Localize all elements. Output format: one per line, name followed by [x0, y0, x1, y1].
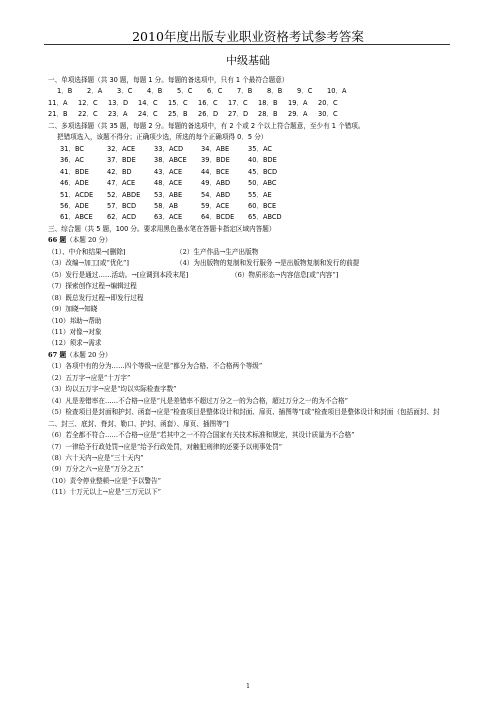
answer-cell: 58．AB: [154, 201, 179, 210]
answer-cell: 11．A: [48, 98, 68, 107]
answer-cell: 61．ABCE: [60, 213, 93, 222]
answer-cell: 31．BC: [60, 144, 84, 153]
list-item: （10）邦助→帮助: [48, 316, 102, 325]
list-item: （10）责令停业整顿→应是“予以警告”: [48, 476, 161, 485]
answer-cell: 22．C: [78, 110, 98, 119]
answer-cell: 59．ACE: [201, 201, 230, 210]
answer-cell: 26．D: [198, 110, 219, 119]
answer-cell: 15．C: [168, 98, 188, 107]
multiple-choice-heading-line1: 二、多项选择题（共 35 题，每题 2 分。每题的备选项中，有 2 个或 2 个以上符合题意，至少有 1 个错项。: [48, 121, 365, 130]
answer-cell: 49．ABD: [201, 179, 231, 188]
answer-cell: 56．ADE: [60, 201, 89, 210]
answer-cell: 27．D: [228, 110, 249, 119]
answer-cell: 10．A: [327, 87, 347, 96]
list-item: （4）凡是差错率在……不合格→应是“凡是差错率不超过万分之一的为合格，超过万分之一的为不合格”: [48, 396, 348, 405]
list-item: （11）对像→对象: [48, 327, 102, 336]
answer-cell: 21．B: [48, 110, 68, 119]
answer-cell: 46．ADE: [60, 179, 89, 188]
answer-cell: 63．ACE: [154, 213, 183, 222]
answer-cell: 38．ABCE: [154, 156, 187, 165]
multiple-choice-heading-line2: 把错项选入，该题不得分；正确项少选，所选的每个正确项得 0．5 分）: [57, 133, 268, 142]
answer-row: [48, 155, 452, 166]
answer-cell: 37．BDE: [107, 156, 136, 165]
answer-cell: 28．B: [258, 110, 278, 119]
answer-cell: 12．C: [78, 98, 98, 107]
answer-cell: 8．B: [267, 87, 283, 96]
answer-cell: 43．ACE: [154, 167, 183, 176]
answer-cell: 33．ACD: [154, 144, 184, 153]
answer-cell: 7．B: [237, 87, 253, 96]
multiple-choice-answers: [48, 144, 452, 224]
answer-item: （2）生产作品→生产出版物: [176, 247, 259, 256]
list-item: （11）十万元以上→应是“三万元以下”: [48, 488, 161, 497]
question-66-row-1: [48, 247, 452, 258]
answer-row: [48, 178, 452, 189]
section-comprehensive-heading: 三、综合题（共 5 题，100 分。要求用黑色墨水笔在答题卡指定区域内答题）: [48, 224, 276, 233]
list-item: （8）六十天内→应是“三十天内”: [48, 453, 144, 462]
answer-cell: 39．BDE: [201, 156, 230, 165]
answer-cell: 51．ACDE: [60, 190, 94, 199]
answer-cell: 20．C: [318, 98, 338, 107]
answer-cell: 13．D: [108, 98, 129, 107]
answer-row: [48, 98, 452, 109]
section-multiple-choice-heading: [48, 121, 452, 144]
answer-item: （4）为出版物的复制和发行服务 →是出版物复制和发行的前提: [176, 259, 360, 268]
title-divider: [44, 44, 450, 45]
answer-cell: 34．ABE: [201, 144, 230, 153]
answer-cell: 4．B: [147, 87, 163, 96]
answer-cell: 1．B: [57, 87, 73, 96]
answer-cell: 25．B: [168, 110, 188, 119]
answer-cell: 57．BCD: [107, 201, 137, 210]
question-66-points: （本题 20 分）: [66, 236, 112, 245]
answer-cell: 55．AE: [248, 190, 272, 199]
answer-cell: 16．C: [198, 98, 218, 107]
answer-row: [48, 144, 452, 155]
answer-cell: 14．C: [138, 98, 158, 107]
answer-row: [48, 212, 452, 223]
answer-cell: 60．BCE: [248, 201, 277, 210]
answer-cell: 53．ABE: [154, 190, 183, 199]
list-item: （9）万分之六→应是“万分之五”: [48, 465, 144, 474]
list-item: （12）须求→需求: [48, 339, 102, 348]
answer-row: [48, 190, 452, 201]
list-item: （2）五万字→应是“十万字”: [48, 373, 131, 382]
answer-cell: 42．BD: [107, 167, 132, 176]
question-67-heading: [48, 350, 452, 361]
answer-content: [48, 75, 452, 499]
answer-row: [48, 86, 452, 97]
answer-cell: 32．ACE: [107, 144, 136, 153]
answer-cell: 29．A: [288, 110, 308, 119]
list-item: （7）一律给予行政处罚→应是“给予行政处罚，对触犯刑律的还要予以刑事处罚”: [48, 442, 283, 451]
answer-cell: 62．ACD: [107, 213, 137, 222]
answer-cell: 40．BDE: [248, 156, 277, 165]
answer-cell: 30．C: [318, 110, 338, 119]
question-67-label: 67 题: [48, 350, 67, 359]
page-title: 2010年度出版专业职业资格考试参考答案: [132, 29, 364, 44]
question-66-row-2: [48, 258, 452, 269]
answer-cell: 3．C: [117, 87, 133, 96]
answer-cell: 50．ABC: [248, 179, 277, 188]
answer-cell: 48．ACE: [154, 179, 183, 188]
list-item: （5）检查项目是封面和护封、函套→应是“检查项目是整体设计和封面、扉页、插图等”[或“检查项目是整体设计和封面（包括面封、封二、封三、底封、脊封、勒口、护封、函套）、扉页、插图等”]: [48, 408, 440, 428]
answer-cell: 44．BCE: [201, 167, 230, 176]
answer-item: （5）发行是通过……活动。→[应调到本段末尾]: [48, 270, 189, 279]
page-number: 1: [246, 683, 250, 690]
answer-row: [48, 109, 452, 120]
answer-cell: 5．C: [177, 87, 193, 96]
answer-cell: 64．BCDE: [201, 213, 235, 222]
answer-cell: 9．C: [297, 87, 313, 96]
answer-item: （3）改编→加工[或“优化”]: [48, 259, 129, 268]
question-66-row-3: [48, 270, 452, 281]
answer-cell: 52．ABDE: [107, 190, 141, 199]
answer-cell: 47．ACE: [107, 179, 136, 188]
list-item: （8）既总发行过程→即发行过程: [48, 293, 144, 302]
answer-cell: 41．BDE: [60, 167, 89, 176]
list-item: （1）各项中有的分为……四个等级→应是“都分为合格、不合格两个等级”: [48, 362, 263, 371]
answer-cell: 19．A: [288, 98, 308, 107]
list-item: （3）均以五万字→应是“均以实际检查字数”: [48, 385, 177, 394]
question-66-label: 66 题: [48, 236, 67, 245]
answer-cell: 24．C: [138, 110, 158, 119]
section-single-choice-heading: 一、单项选择题（共 30 题，每题 1 分。每题的备选项中，只有 1 个最符合题意）: [48, 76, 289, 84]
answer-row: [48, 167, 452, 178]
answer-cell: 2．A: [87, 87, 103, 96]
list-item: （7）探索创作过程→编辑过程: [48, 282, 137, 291]
single-choice-answers: [48, 86, 452, 120]
list-item: （6）若全都不符合……不合格→应是“若其中之一不符合国家有关技术标准和规定，其设计质量为不合格”: [48, 431, 355, 440]
answer-item: （6）物质形态→内容信息[或“内容”]: [231, 270, 339, 279]
question-67-points: （本题 20 分）: [66, 350, 112, 359]
answer-cell: 18．B: [258, 98, 278, 107]
list-item: （9）加晓→知晓: [48, 305, 98, 314]
page-subtitle: 中级基础: [226, 54, 270, 67]
answer-cell: 45．BCD: [248, 167, 278, 176]
answer-cell: 17．C: [228, 98, 248, 107]
answer-cell: 23．A: [108, 110, 128, 119]
answer-row: [48, 201, 452, 212]
answer-cell: 35．AC: [248, 144, 272, 153]
answer-cell: 6．C: [207, 87, 223, 96]
answer-item: （1）、中介和结果→[删除]: [48, 247, 126, 256]
answer-cell: 54．ABD: [201, 190, 231, 199]
answer-cell: 36．AC: [60, 156, 84, 165]
answer-cell: 65．ABCD: [248, 213, 282, 222]
question-66-heading: [48, 235, 452, 246]
